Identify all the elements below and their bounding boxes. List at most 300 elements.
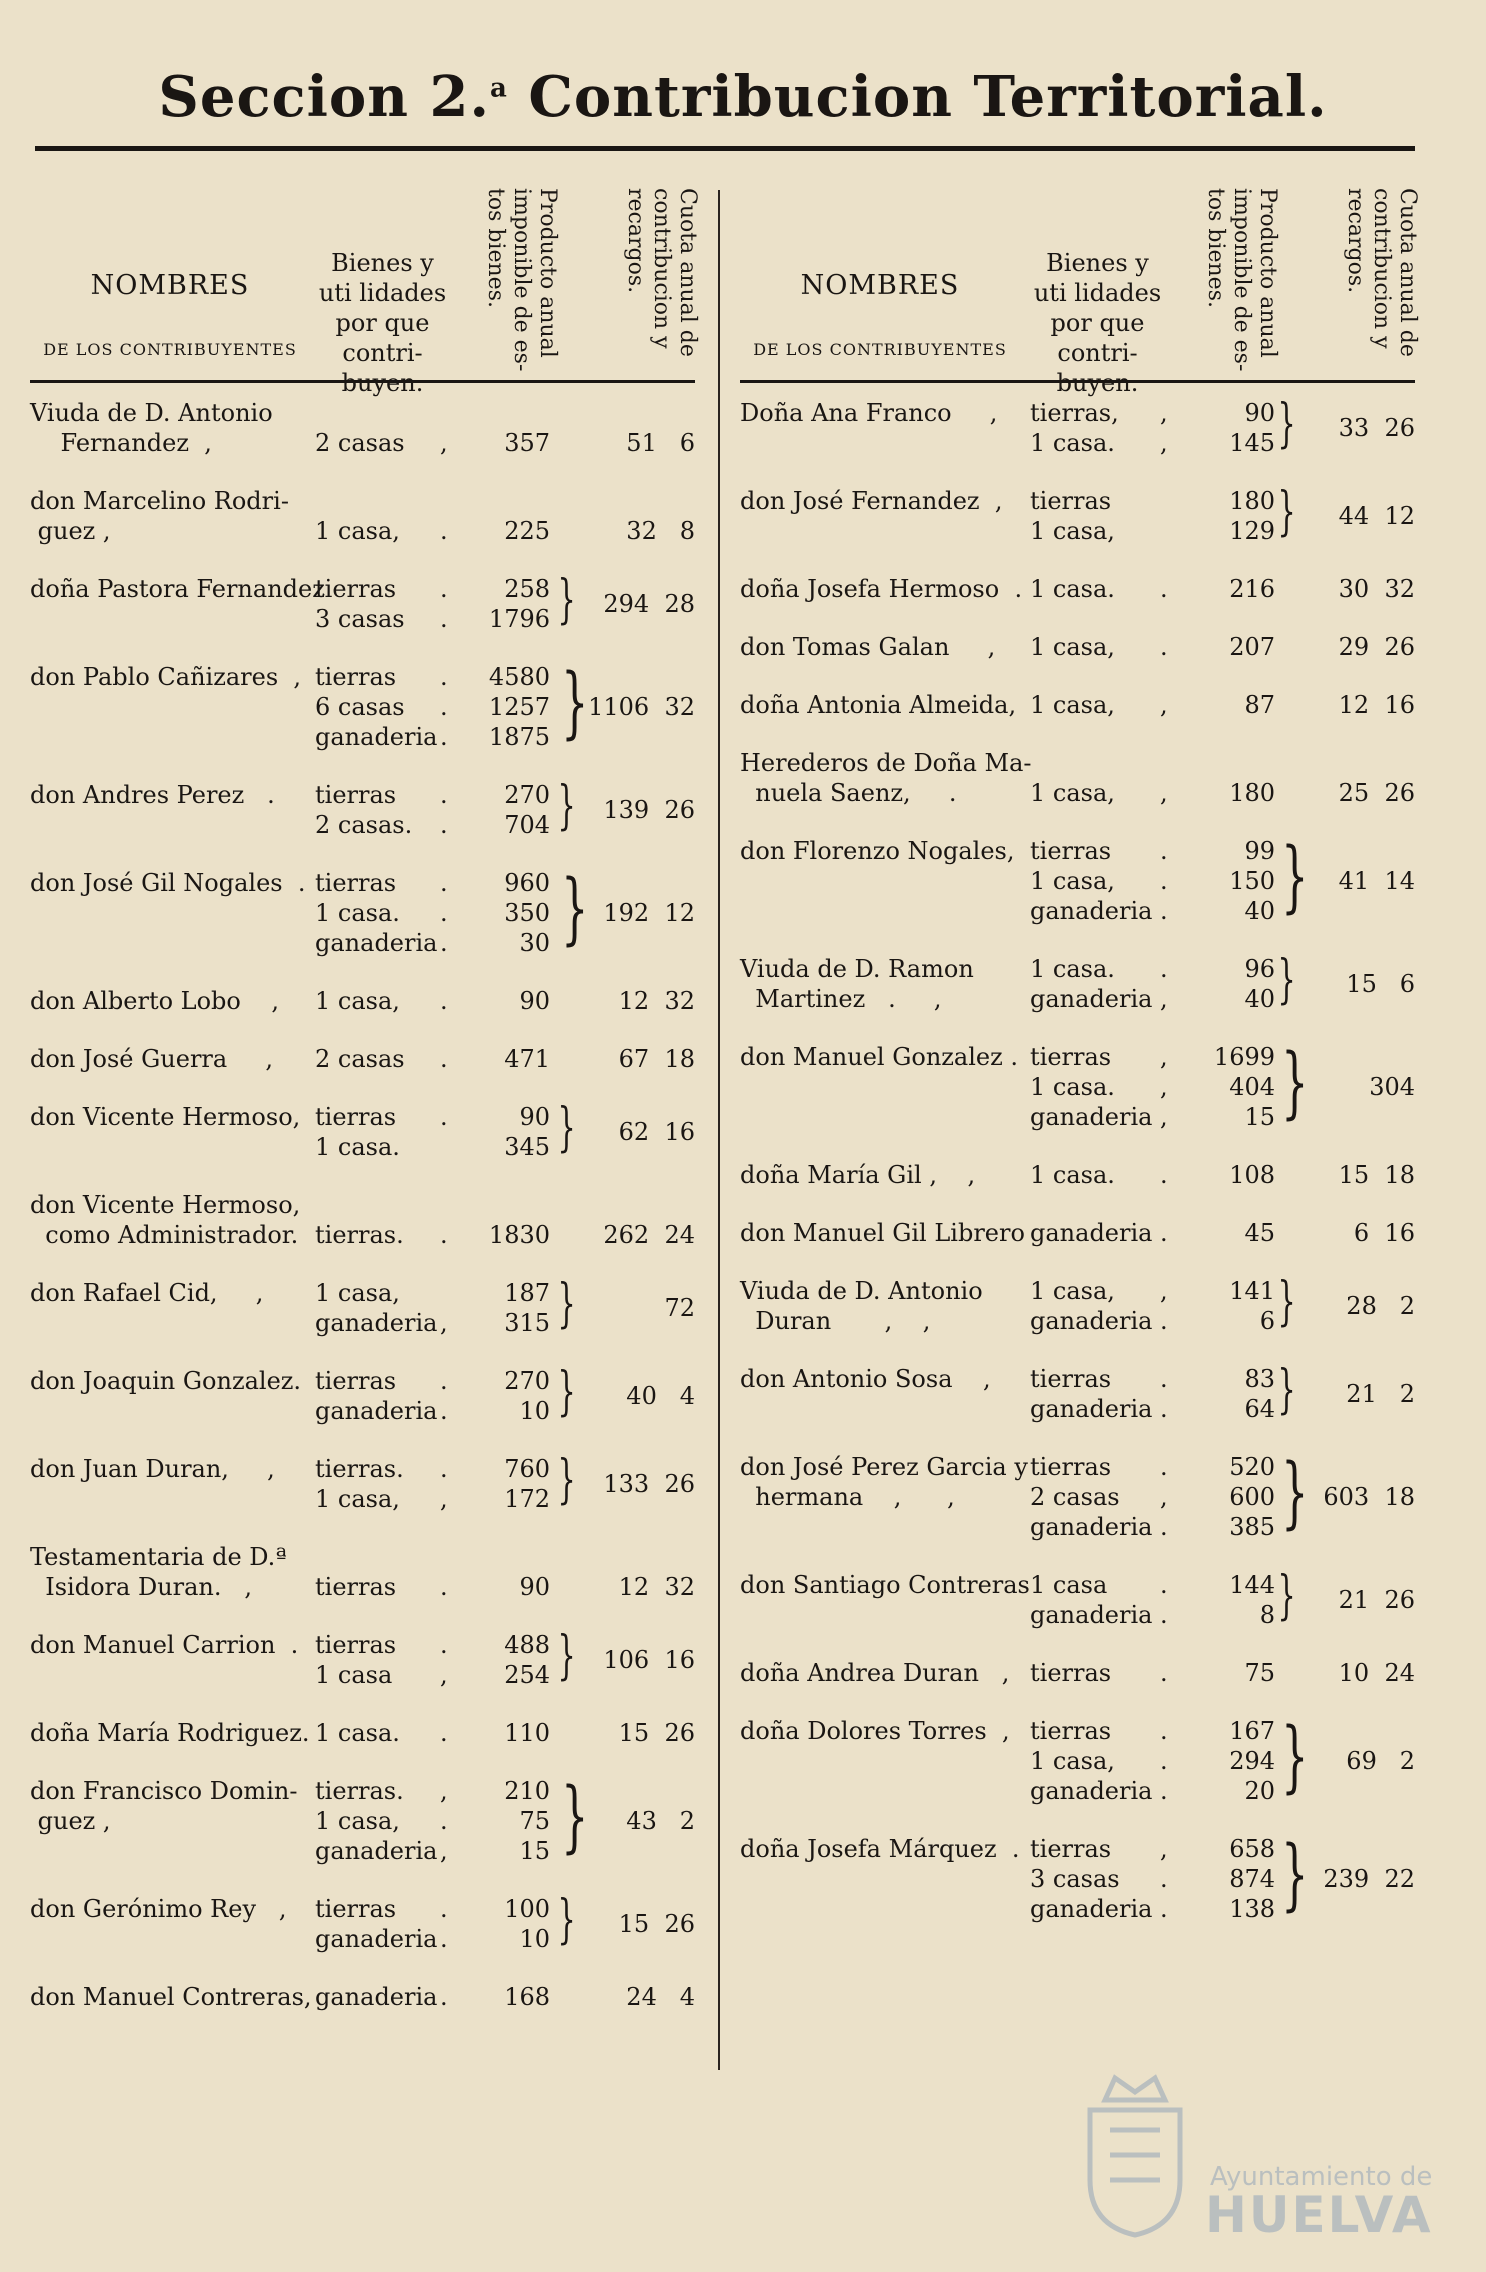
table-row	[30, 864, 695, 958]
product-value: 210	[504, 1777, 550, 1805]
product-value: 180	[1229, 487, 1275, 515]
product-value: 150	[1229, 867, 1275, 895]
property-item	[1030, 778, 1330, 808]
table-row	[30, 1044, 695, 1074]
property-list	[1030, 1658, 1330, 1688]
header-names-sub: DE LOS CONTRIBUYENTES	[753, 340, 1007, 359]
property-item	[315, 428, 615, 458]
table-row	[740, 1272, 1415, 1336]
property-item	[315, 1718, 615, 1748]
contributor-name: Viuda de D. Antonio Fernandez ,	[30, 399, 273, 457]
property-label: 3 casas	[1030, 1865, 1120, 1893]
property-item	[1030, 1160, 1330, 1190]
property-label: 1 casa,	[315, 987, 400, 1015]
property-label: 2 casas.	[315, 811, 413, 839]
quota-value: 10 24	[1338, 1659, 1415, 1687]
property-label: ganaderia	[315, 723, 438, 751]
product-value: 216	[1229, 575, 1275, 603]
contributor-name: doña Antonia Almeida,	[740, 691, 1017, 719]
property-label: ganaderia	[1030, 1219, 1153, 1247]
leader-mark: .	[440, 1221, 448, 1249]
product-value: 187	[504, 1279, 550, 1307]
property-label: tierras	[315, 1895, 397, 1923]
leader-mark: .	[440, 517, 448, 545]
product-value: 207	[1229, 633, 1275, 661]
table-row	[740, 690, 1415, 720]
header-names: NOMBRES	[90, 270, 250, 301]
product-value: 404	[1229, 1073, 1275, 1101]
property-label: tierras	[1030, 1453, 1112, 1481]
leader-mark: ,	[440, 429, 448, 457]
brace-icon: }	[561, 658, 589, 748]
header-cuota: Cuota anual de contribucion y recargos.	[623, 188, 700, 357]
property-label: 1 casa,	[1030, 691, 1115, 719]
contributor-name: don Marcelino Rodri- guez ,	[30, 487, 289, 545]
property-list	[315, 516, 615, 546]
right-table	[740, 180, 1420, 2080]
brace-icon: }	[1281, 1712, 1309, 1802]
contributor-name: don Florenzo Nogales,	[740, 837, 1015, 865]
property-label: tierras	[315, 1631, 397, 1659]
leader-mark: ,	[1160, 1835, 1168, 1863]
contributor-name: Herederos de Doña Ma- nuela Saenz, .	[740, 749, 1032, 807]
leader-mark: .	[440, 1631, 448, 1659]
product-value: 315	[504, 1309, 550, 1337]
property-label: 1 casa,	[1030, 867, 1115, 895]
table-row	[30, 1450, 695, 1514]
property-label: 2 casas	[315, 429, 405, 457]
table-row	[740, 748, 1415, 808]
header-producto: Producto anual imponible de es-tos bienes.	[1203, 188, 1280, 372]
leader-mark: .	[1160, 1717, 1168, 1745]
contributor-name: doña Pastora Fernandez	[30, 575, 325, 603]
brace-icon: }	[1277, 394, 1296, 454]
leader-mark: .	[440, 1895, 448, 1923]
leader-mark: .	[440, 1925, 448, 1953]
property-label: 2 casas	[315, 1045, 405, 1073]
contributor-name: don Manuel Gil Librero	[740, 1219, 1025, 1247]
leader-mark: ,	[1160, 691, 1168, 719]
property-list	[1030, 632, 1330, 662]
table-row	[740, 1218, 1415, 1248]
leader-mark: .	[1160, 1865, 1168, 1893]
quota-value: 12 32	[618, 1573, 695, 1601]
contributor-name: don Manuel Carrion .	[30, 1631, 299, 1659]
contributor-name: don Joaquin Gonzalez.	[30, 1367, 302, 1395]
product-value: 15	[519, 1837, 550, 1865]
product-value: 658	[1229, 1835, 1275, 1863]
table-row	[30, 1098, 695, 1162]
property-label: tierras	[315, 663, 397, 691]
header-names: NOMBRES	[800, 270, 960, 301]
contributor-name: doña Josefa Hermoso .	[740, 575, 1023, 603]
property-label: 1 casa	[315, 1661, 393, 1689]
table-row	[740, 1360, 1415, 1424]
product-value: 357	[504, 429, 550, 457]
product-value: 45	[1244, 1219, 1275, 1247]
table-row	[740, 1658, 1415, 1688]
product-value: 180	[1229, 779, 1275, 807]
quota-value: 6 16	[1353, 1219, 1415, 1247]
product-value: 10	[519, 1925, 550, 1953]
leader-mark: .	[440, 723, 448, 751]
table-header	[30, 180, 700, 397]
table-row	[30, 486, 695, 546]
quota-value: 41 14	[1338, 867, 1415, 895]
table-row	[30, 986, 695, 1016]
property-label: ganaderia	[1030, 1103, 1153, 1131]
contributor-name: Viuda de D. Ramon Martinez . ,	[740, 955, 974, 1013]
product-value: 4580	[488, 663, 550, 691]
table-row	[30, 1772, 695, 1866]
leader-mark: .	[1160, 1365, 1168, 1393]
property-label: 1 casa,	[1030, 1747, 1115, 1775]
header-bienes: Bienes y uti lidades por que contri-buyen.	[318, 249, 447, 397]
contributor-name: don José Fernandez ,	[740, 487, 1003, 515]
brace-icon: }	[557, 1450, 576, 1510]
property-label: tierras	[1030, 1659, 1112, 1687]
brace-icon: }	[557, 776, 576, 836]
quota-value: 69 2	[1346, 1747, 1415, 1775]
property-item	[315, 1982, 615, 2012]
product-value: 1796	[488, 605, 550, 633]
leader-mark: .	[1160, 1601, 1168, 1629]
header-bienes: Bienes y uti lidades por que contri-buyen.	[1033, 249, 1162, 397]
brace-icon: }	[561, 864, 589, 954]
contributor-name: don José Guerra ,	[30, 1045, 273, 1073]
brace-icon: }	[557, 1274, 576, 1334]
property-label: tierras.	[315, 1455, 404, 1483]
table-row	[740, 1566, 1415, 1630]
contributor-name: don Vicente Hermoso,	[30, 1103, 301, 1131]
product-value: 385	[1229, 1513, 1275, 1541]
product-value: 1830	[488, 1221, 550, 1249]
quota-value: 304	[1369, 1073, 1415, 1101]
property-label: ganaderia	[315, 929, 438, 957]
product-value: 100	[504, 1895, 550, 1923]
quota-value: 43 2	[626, 1807, 695, 1835]
property-label: tierras	[315, 1367, 397, 1395]
property-label: 1 casa.	[1030, 1073, 1115, 1101]
quota-value: 15 18	[1338, 1161, 1415, 1189]
brace-icon: }	[557, 1890, 576, 1950]
product-value: 1875	[488, 723, 550, 751]
product-value: 8	[1259, 1601, 1275, 1629]
product-value: 294	[1229, 1747, 1275, 1775]
quota-value: 28 2	[1346, 1292, 1415, 1320]
property-item	[1030, 1218, 1330, 1248]
product-value: 270	[504, 1367, 550, 1395]
quota-value: 106 16	[603, 1646, 695, 1674]
property-list	[315, 428, 615, 458]
contributor-name: don Gerónimo Rey ,	[30, 1895, 287, 1923]
property-label: 1 casa.	[1030, 1161, 1115, 1189]
property-label: 1 casa,	[1030, 779, 1115, 807]
table-row	[740, 1038, 1415, 1132]
property-list	[1030, 574, 1330, 604]
table-row	[30, 1362, 695, 1426]
table-row	[30, 1190, 695, 1250]
product-value: 254	[504, 1661, 550, 1689]
table-row	[30, 1718, 695, 1748]
product-value: 6	[1259, 1307, 1275, 1335]
table-row	[740, 1712, 1415, 1806]
header-names-sub: DE LOS CONTRIBUYENTES	[43, 340, 297, 359]
contributor-name: don Alberto Lobo ,	[30, 987, 280, 1015]
quota-value: 239 22	[1323, 1865, 1415, 1893]
property-item	[1030, 690, 1330, 720]
column-divider	[718, 190, 720, 2070]
contributor-name: don Juan Duran, ,	[30, 1455, 275, 1483]
property-label: 1 casa,	[315, 1279, 400, 1307]
product-value: 874	[1229, 1865, 1275, 1893]
table-row	[740, 574, 1415, 604]
property-label: ganaderia	[315, 1397, 438, 1425]
leader-mark: .	[440, 1573, 448, 1601]
product-value: 600	[1229, 1483, 1275, 1511]
quota-value: 294 28	[603, 590, 695, 618]
property-item	[315, 986, 615, 1016]
leader-mark: .	[1160, 897, 1168, 925]
property-list	[315, 986, 615, 1016]
product-value: 144	[1229, 1571, 1275, 1599]
product-value: 99	[1244, 837, 1275, 865]
quota-value: 1106 32	[588, 693, 695, 721]
leader-mark: .	[440, 1807, 448, 1835]
product-value: 30	[519, 929, 550, 957]
brace-icon: }	[557, 1362, 576, 1422]
product-value: 145	[1229, 429, 1275, 457]
product-value: 172	[504, 1485, 550, 1513]
product-value: 167	[1229, 1717, 1275, 1745]
header-producto: Producto anual imponible de es-tos bienes.	[483, 188, 560, 372]
leader-mark: ,	[440, 1777, 448, 1805]
brace-icon: }	[1277, 1360, 1296, 1420]
leader-mark: .	[1160, 1453, 1168, 1481]
watermark-line1: Ayuntamiento de	[1210, 2162, 1433, 2192]
leader-mark: ,	[1160, 1073, 1168, 1101]
property-label: ganaderia	[1030, 1513, 1153, 1541]
product-value: 10	[519, 1397, 550, 1425]
product-value: 129	[1229, 517, 1275, 545]
leader-mark: .	[440, 1367, 448, 1395]
table-row	[30, 658, 695, 752]
leader-mark: ,	[440, 1485, 448, 1513]
property-label: tierras.	[315, 1777, 404, 1805]
product-value: 87	[1244, 691, 1275, 719]
brace-icon: }	[1277, 1272, 1296, 1332]
contributor-name: don Tomas Galan ,	[740, 633, 996, 661]
quota-value: 32 8	[626, 517, 695, 545]
product-value: 90	[519, 1103, 550, 1131]
property-label: 1 casa,	[315, 517, 400, 545]
leader-mark: .	[1160, 955, 1168, 983]
quota-value: 12 32	[618, 987, 695, 1015]
leader-mark: .	[1160, 1659, 1168, 1687]
leader-mark: .	[1160, 1777, 1168, 1805]
leader-mark: ,	[1160, 1483, 1168, 1511]
contributor-name: don Manuel Gonzalez .	[740, 1043, 1019, 1071]
property-label: tierras,	[1030, 399, 1119, 427]
product-value: 90	[519, 987, 550, 1015]
leader-mark: ,	[1160, 1043, 1168, 1071]
property-label: tierras	[315, 869, 397, 897]
leader-mark: .	[440, 781, 448, 809]
leader-mark: .	[1160, 575, 1168, 603]
product-value: 350	[504, 899, 550, 927]
table-row	[30, 1626, 695, 1690]
property-label: 6 casas	[315, 693, 405, 721]
product-value: 90	[1244, 399, 1275, 427]
property-label: tierras.	[315, 1221, 404, 1249]
contributor-name: Viuda de D. Antonio Duran , ,	[740, 1277, 983, 1335]
product-value: 471	[504, 1045, 550, 1073]
property-list	[1030, 1160, 1330, 1190]
leader-mark: ,	[1160, 429, 1168, 457]
product-value: 960	[504, 869, 550, 897]
leader-mark: ,	[1160, 779, 1168, 807]
leader-mark: .	[1160, 1161, 1168, 1189]
leader-mark: ,	[1160, 985, 1168, 1013]
leader-mark: .	[1160, 867, 1168, 895]
product-value: 83	[1244, 1365, 1275, 1393]
product-value: 75	[519, 1807, 550, 1835]
brace-icon: }	[1281, 1038, 1309, 1128]
property-label: 1 casa.	[315, 899, 400, 927]
product-value: 704	[504, 811, 550, 839]
property-label: ganaderia	[315, 1309, 438, 1337]
property-list	[1030, 1218, 1330, 1248]
quota-value: 44 12	[1338, 502, 1415, 530]
product-value: 96	[1244, 955, 1275, 983]
product-value: 108	[1229, 1161, 1275, 1189]
property-label: 1 casa.	[1030, 429, 1115, 457]
contributor-name: doña María Gil , ,	[740, 1161, 976, 1189]
property-label: ganaderia	[315, 1837, 438, 1865]
product-value: 258	[504, 575, 550, 603]
property-label: 1 casa.	[315, 1719, 400, 1747]
property-label: ganaderia	[1030, 1777, 1153, 1805]
property-label: ganaderia	[1030, 1395, 1153, 1423]
table-row	[30, 570, 695, 634]
quota-value: 24 4	[626, 1983, 695, 2011]
leader-mark: .	[440, 1719, 448, 1747]
contributor-name: don José Perez Garcia y hermana , ,	[740, 1453, 1028, 1511]
product-value: 75	[1244, 1659, 1275, 1687]
quota-value: 139 26	[603, 796, 695, 824]
product-value: 64	[1244, 1395, 1275, 1423]
table-row	[30, 1890, 695, 1954]
product-value: 141	[1229, 1277, 1275, 1305]
property-label: ganaderia	[1030, 1895, 1153, 1923]
property-label: tierras	[1030, 1717, 1112, 1745]
contributor-name: doña María Rodriguez.	[30, 1719, 310, 1747]
table-row	[30, 1982, 695, 2012]
table-header	[740, 180, 1420, 397]
quota-value: 15 26	[618, 1719, 695, 1747]
coat-of-arms-icon	[1075, 2070, 1195, 2240]
quota-value: 15 6	[1346, 970, 1415, 998]
property-label: 1 casa	[1030, 1571, 1108, 1599]
property-label: 1 casa,	[1030, 1277, 1115, 1305]
title-rule	[35, 146, 1415, 151]
property-list	[315, 1718, 615, 1748]
quota-value: 15 26	[618, 1910, 695, 1938]
leader-mark: .	[1160, 1571, 1168, 1599]
product-value: 20	[1244, 1777, 1275, 1805]
contributor-name: doña Andrea Duran ,	[740, 1659, 1010, 1687]
property-label: 3 casas	[315, 605, 405, 633]
property-item	[1030, 1658, 1330, 1688]
property-label: tierras	[1030, 1835, 1112, 1863]
property-item	[315, 1220, 615, 1250]
leader-mark: .	[440, 1983, 448, 2011]
leader-mark: ,	[1160, 1277, 1168, 1305]
quota-value: 62 16	[618, 1118, 695, 1146]
leader-mark: .	[440, 899, 448, 927]
property-list	[315, 1044, 615, 1074]
contributor-name: don Francisco Domin- guez ,	[30, 1777, 298, 1835]
brace-icon: }	[1281, 1830, 1309, 1920]
leader-mark: .	[440, 693, 448, 721]
property-label: tierras	[1030, 1365, 1112, 1393]
property-item	[1030, 632, 1330, 662]
table-row	[740, 394, 1415, 458]
table-row	[30, 776, 695, 840]
product-value: 168	[504, 1983, 550, 2011]
contributor-name: don Santiago Contreras	[740, 1571, 1030, 1599]
quota-value: 133 26	[603, 1470, 695, 1498]
contributor-name: Testamentaria de D.ª Isidora Duran. ,	[30, 1543, 287, 1601]
quota-value: 25 26	[1338, 779, 1415, 807]
contributor-name: doña Josefa Márquez .	[740, 1835, 1020, 1863]
property-label: ganaderia	[1030, 1307, 1153, 1335]
leader-mark: .	[440, 575, 448, 603]
quota-value: 192 12	[603, 899, 695, 927]
leader-mark: .	[1160, 1513, 1168, 1541]
brace-icon: }	[1277, 482, 1296, 542]
contributor-name: don Antonio Sosa ,	[740, 1365, 991, 1393]
leader-mark: .	[440, 1397, 448, 1425]
property-label: 2 casas	[1030, 1483, 1120, 1511]
property-label: tierras	[315, 781, 397, 809]
property-item	[1030, 574, 1330, 604]
contributor-name: don Vicente Hermoso, como Administrador.	[30, 1191, 301, 1249]
contributor-name: Doña Ana Franco ,	[740, 399, 998, 427]
table-row	[740, 482, 1415, 546]
product-value: 1257	[488, 693, 550, 721]
product-value: 1699	[1213, 1043, 1275, 1071]
quota-value: 21 2	[1346, 1380, 1415, 1408]
leader-mark: .	[1160, 1307, 1168, 1335]
page-title: Seccion 2.$^a$ Contribucion Territorial.	[158, 64, 1328, 130]
leader-mark: ,	[440, 1309, 448, 1337]
property-label: 1 casa.	[1030, 575, 1115, 603]
property-label: tierras	[1030, 837, 1112, 865]
product-value: 488	[504, 1631, 550, 1659]
header-cuota: Cuota anual de contribucion y recargos.	[1343, 188, 1420, 357]
table-row	[740, 1830, 1415, 1924]
property-label: tierras	[315, 1103, 397, 1131]
leader-mark: .	[440, 1045, 448, 1073]
brace-icon: }	[1277, 1566, 1296, 1626]
leader-mark: .	[440, 663, 448, 691]
leader-mark: .	[440, 869, 448, 897]
watermark-line2: HUELVA	[1205, 2186, 1433, 2244]
quota-value: 72	[664, 1294, 695, 1322]
leader-mark: .	[1160, 1747, 1168, 1775]
table-row	[740, 1448, 1415, 1542]
